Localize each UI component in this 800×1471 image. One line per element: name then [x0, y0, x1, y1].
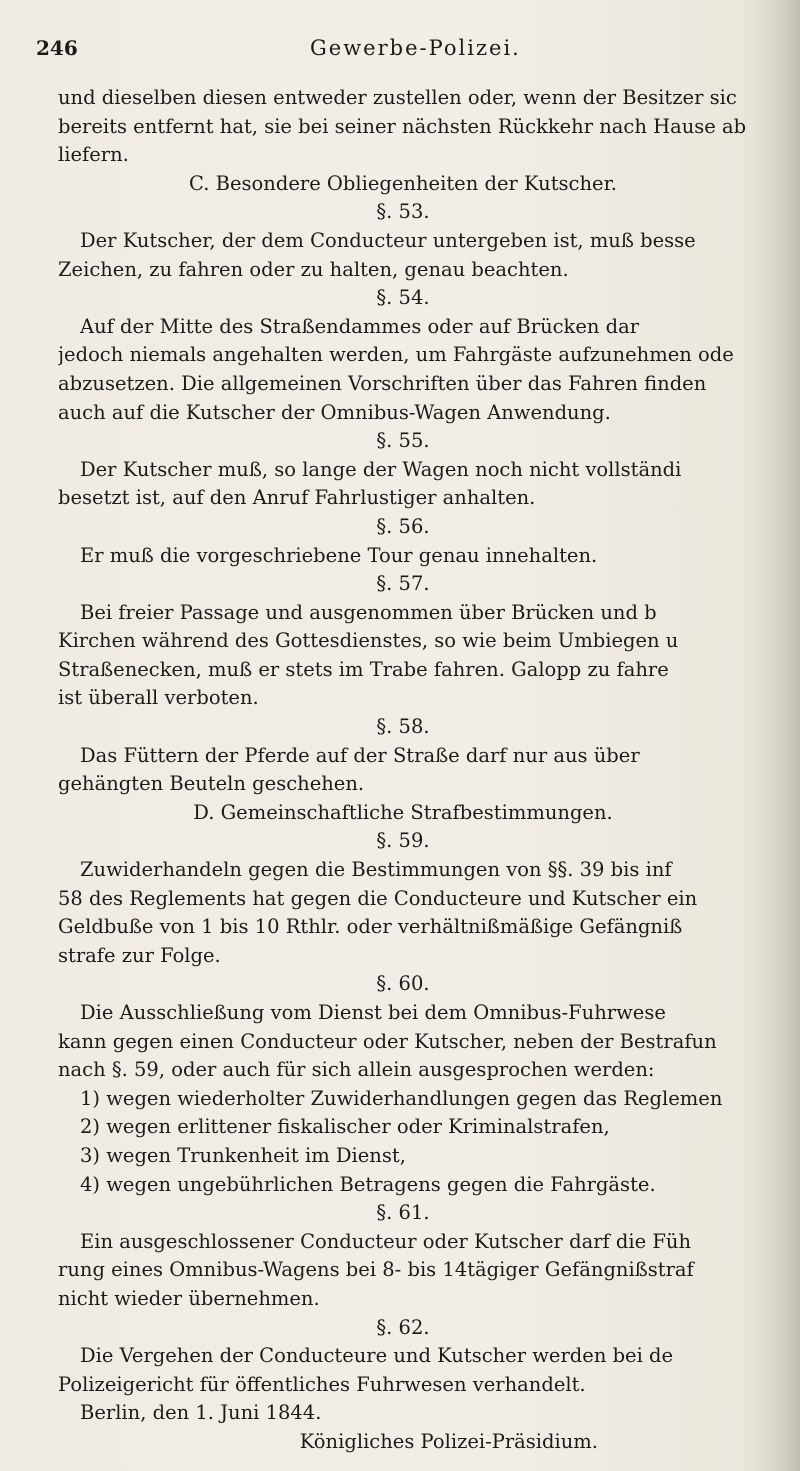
text-line: Das Füttern der Pferde auf der Straße darf nur aus über: [80, 743, 640, 767]
text-line: Zeichen, zu fahren oder zu halten, genau beachten.: [58, 257, 569, 281]
body-text: [58, 84, 748, 1457]
text-line: §. 60.: [376, 972, 430, 996]
text-line: Er muß die vorgeschriebene Tour genau innehalten.: [80, 543, 598, 567]
text-line: §. 53.: [376, 200, 430, 224]
text-line: Zuwiderhandeln gegen die Bestimmungen von §§. 39 bis inf: [80, 858, 672, 882]
text-line: Königliches Polizei-Präsidium.: [299, 1429, 598, 1453]
text-line: 3) wegen Trunkenheit im Dienst,: [80, 1143, 406, 1167]
text-line: C. Besondere Obliegenheiten der Kutscher.: [189, 171, 617, 195]
text-line: nicht wieder übernehmen.: [58, 1286, 320, 1310]
text-line: Geldbuße von 1 bis 10 Rthlr. oder verhältnißmäßige Gefängniß: [58, 915, 683, 939]
text-line: gehängten Beuteln geschehen.: [58, 772, 365, 796]
text-line: nach §. 59, oder auch für sich allein ausgesprochen werden:: [58, 1058, 655, 1082]
text-line: 4) wegen ungebührlichen Betragens gegen die Fahrgäste.: [80, 1172, 656, 1196]
text-line: §. 61.: [376, 1201, 430, 1225]
text-line: Auf der Mitte des Straßendammes oder auf Brücken dar: [80, 314, 640, 338]
text-line: §. 59.: [376, 829, 430, 853]
page-edge-shadow: [752, 0, 800, 1471]
text-line: §. 62.: [376, 1315, 430, 1339]
text-line: besetzt ist, auf den Anruf Fahrlustiger anhalten.: [58, 486, 536, 510]
text-line: §. 58.: [376, 715, 430, 739]
text-line: D. Gemeinschaftliche Strafbestimmungen.: [193, 800, 613, 824]
text-line: Polizeigericht für öffentliches Fuhrwesen verhandelt.: [58, 1372, 586, 1396]
text-line: strafe zur Folge.: [58, 943, 221, 967]
text-line: §. 57.: [376, 572, 430, 596]
text-line: §. 54.: [376, 286, 430, 310]
text-line: 58 des Reglements hat gegen die Conducteure und Kutscher ein: [58, 886, 698, 910]
text-line: Die Vergehen der Conducteure und Kutscher werden bei de: [80, 1344, 674, 1368]
text-line: 2) wegen erlittener fiskalischer oder Kriminalstrafen,: [80, 1115, 610, 1139]
text-line: Der Kutscher muß, so lange der Wagen noch nicht vollständi: [80, 457, 682, 481]
text-line: §. 55.: [376, 429, 430, 453]
text-line: Bei freier Passage und ausgenommen über Brücken und b: [80, 600, 657, 624]
text-line: jedoch niemals angehalten werden, um Fahrgäste aufzunehmen ode: [58, 343, 734, 367]
text-line: rung eines Omnibus-Wagens bei 8- bis 14tägiger Gefängnißstraf: [58, 1258, 694, 1282]
text-line: 1) wegen wiederholter Zuwiderhandlungen gegen das Reglemen: [80, 1086, 723, 1110]
text-line: Straßenecken, muß er stets im Trabe fahren. Galopp zu fahre: [58, 657, 669, 681]
text-line: Berlin, den 1. Juni 1844.: [80, 1401, 322, 1425]
text-line: liefern.: [58, 143, 129, 167]
page-header: [36, 36, 736, 66]
text-line: ist überall verboten.: [58, 686, 259, 710]
text-line: abzusetzen. Die allgemeinen Vorschriften über das Fahren finden: [58, 371, 707, 395]
text-line: Ein ausgeschlossener Conducteur oder Kutscher darf die Füh: [80, 1229, 692, 1253]
text-line: Der Kutscher, der dem Conducteur untergeben ist, muß besse: [80, 228, 696, 252]
text-line: auch auf die Kutscher der Omnibus-Wagen Anwendung.: [58, 400, 611, 424]
text-line: kann gegen einen Conducteur oder Kutscher, neben der Bestrafun: [58, 1029, 717, 1053]
running-title: Gewerbe-Polizei.: [310, 36, 521, 60]
page-number: 246: [36, 36, 78, 60]
text-line: Kirchen während des Gottesdienstes, so wie beim Umbiegen u: [58, 629, 679, 653]
text-line: und dieselben diesen entweder zustellen oder, wenn der Besitzer sic: [58, 86, 737, 109]
text-line: §. 56.: [376, 514, 430, 538]
text-line: bereits entfernt hat, sie bei seiner nächsten Rückkehr nach Hause ab: [58, 114, 747, 138]
text-line: Die Ausschließung vom Dienst bei dem Omnibus-Fuhrwese: [80, 1001, 666, 1024]
